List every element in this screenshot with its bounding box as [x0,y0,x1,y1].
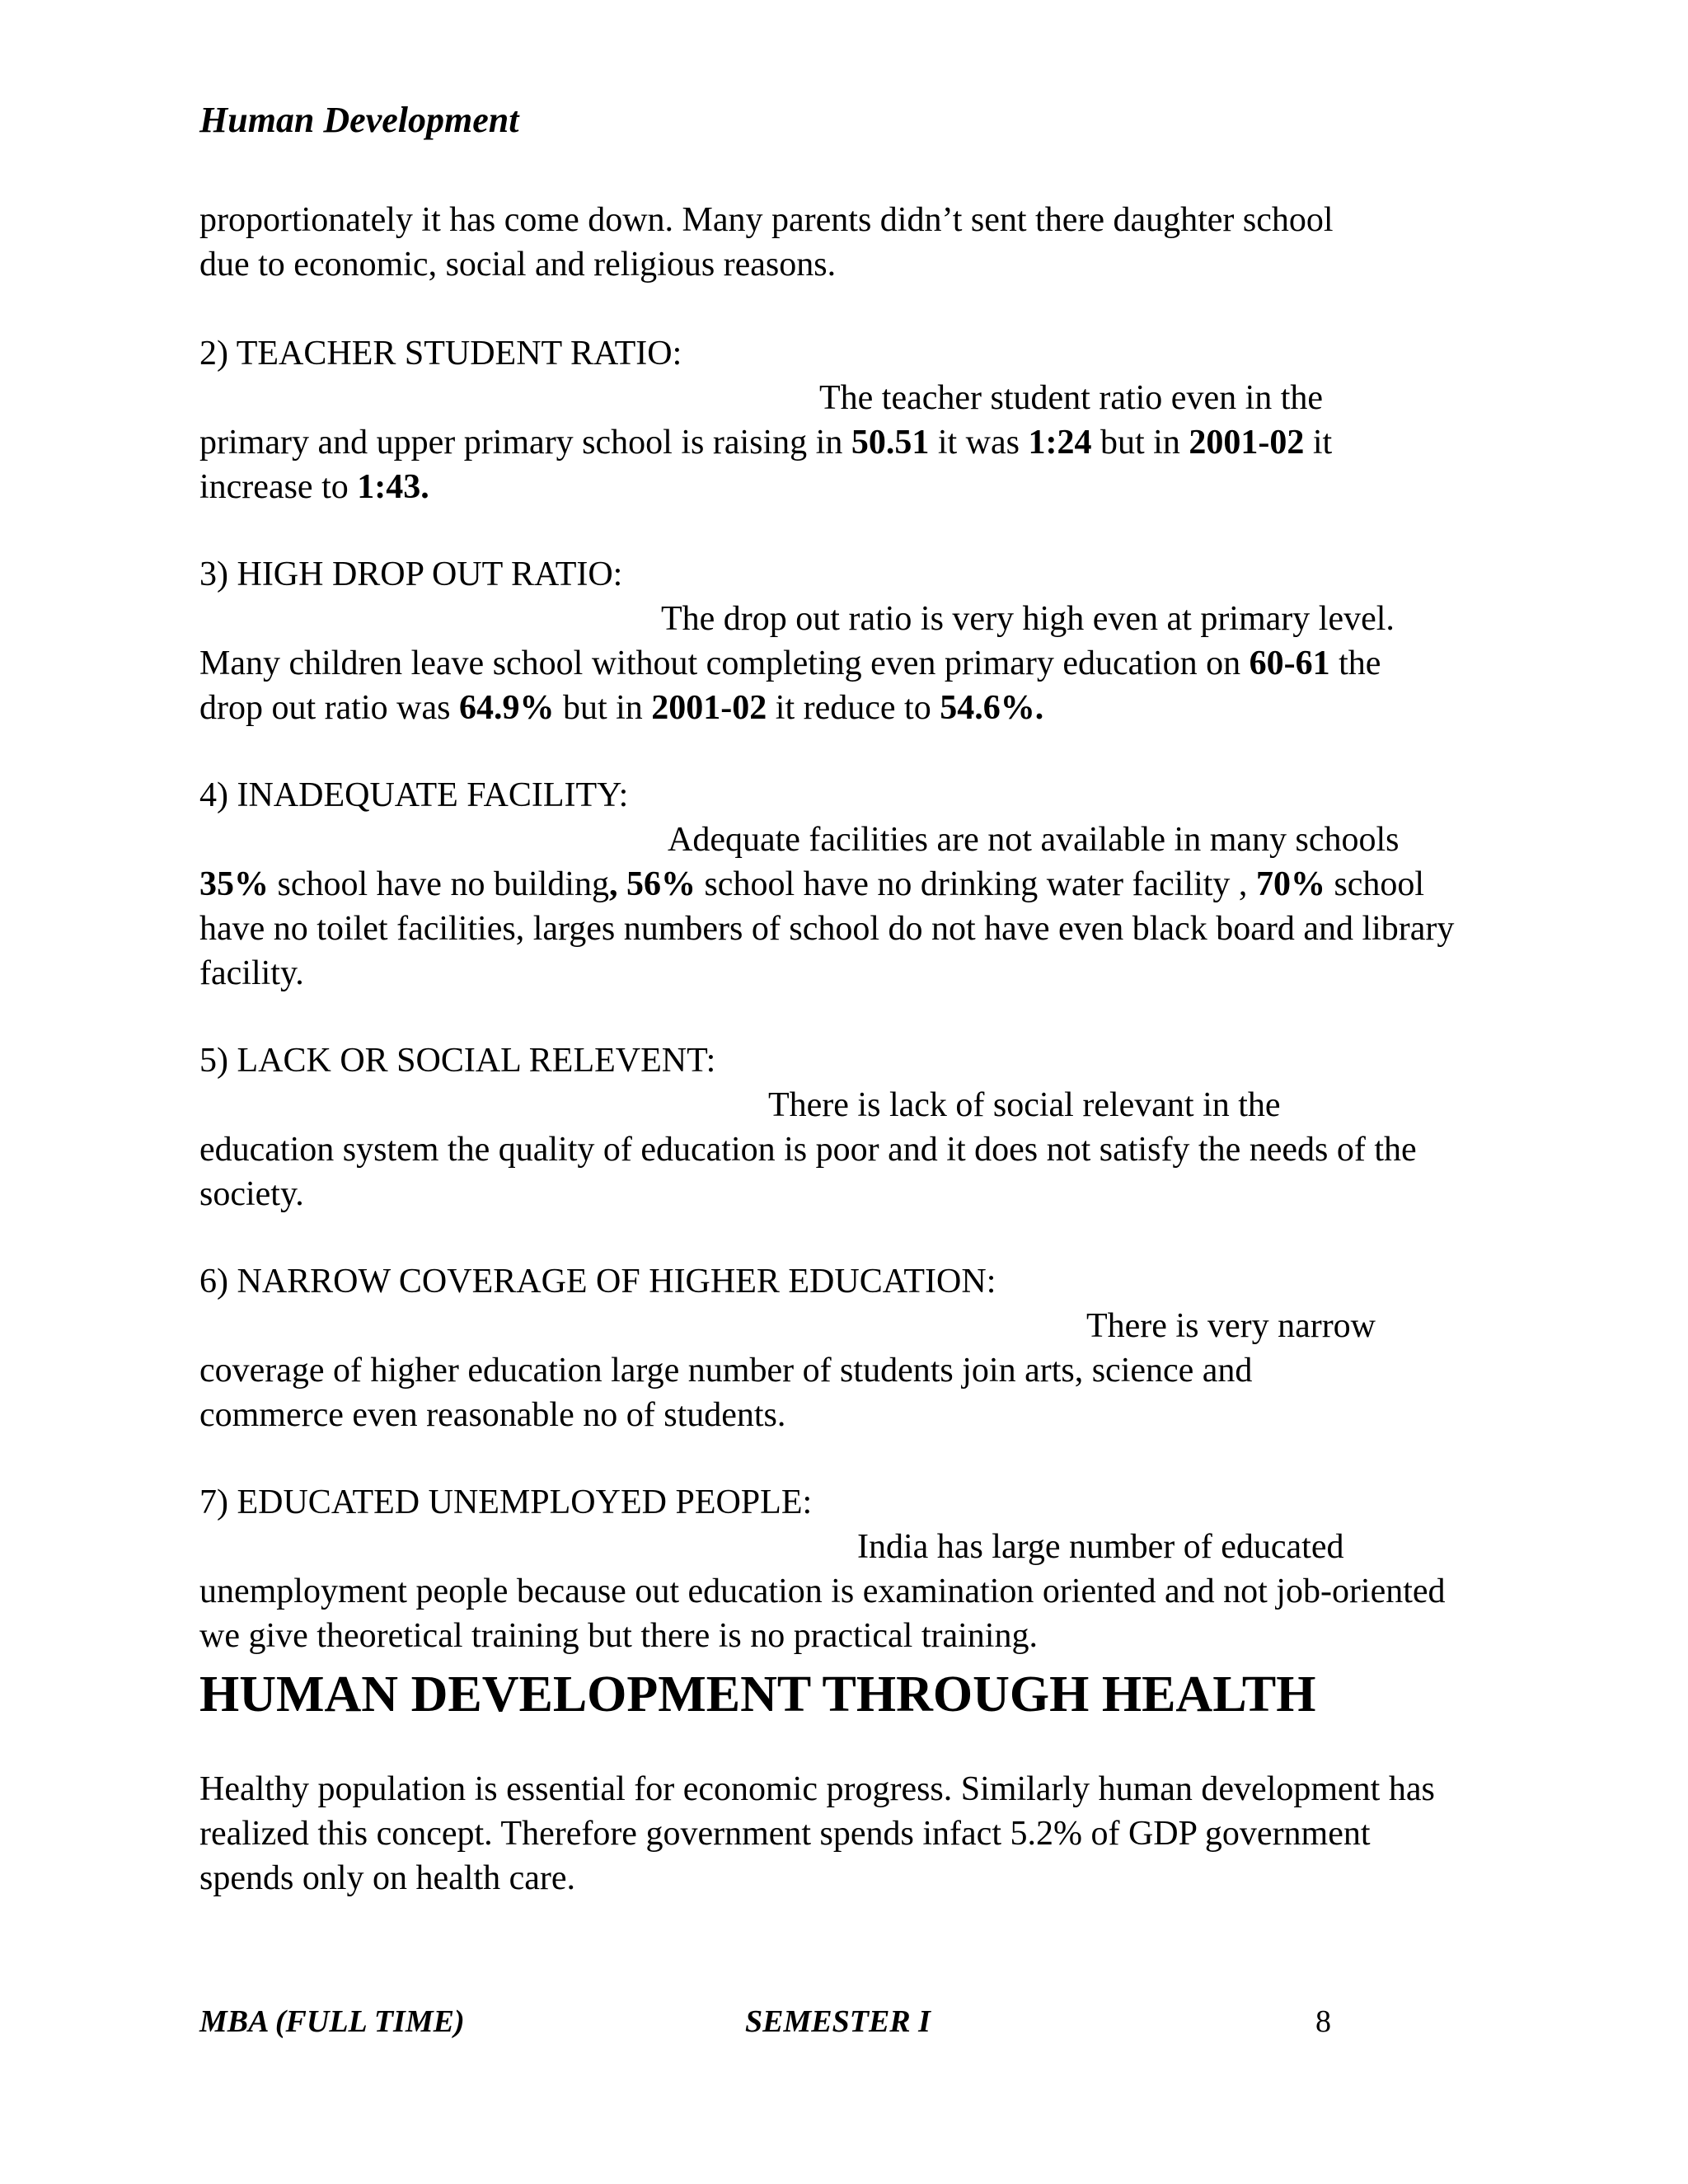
section-heading: 5) LACK OR SOCIAL RELEVENT: [199,1042,716,1080]
section-lack-of-social-relevant [199,1038,1493,1216]
section-narrow-coverage-higher-education [199,1259,1493,1437]
bold-value: 64.9% [458,689,555,727]
intro-paragraph [199,198,1493,287]
section-text: primary and upper primary school is raising in 50.51 it was 1:24 but in 2001-02 it increase to 1:43. [199,424,1333,506]
section-heading: 4) INADEQUATE FACILITY: [199,776,629,814]
section-text: unemployment people because out education is examination oriented and not job-oriented we give theoretical training but there is no practical training. [199,1572,1446,1655]
footer-program: MBA (FULL TIME) [199,2004,465,2039]
section-heading: 2) TEACHER STUDENT RATIO: [199,335,682,373]
section-lead: There is very narrow [1086,1307,1376,1345]
intro-line-1: proportionately it has come down. Many parents didn’t sent there daughter school [199,201,1334,239]
section-teacher-student-ratio [199,331,1493,509]
section-text: coverage of higher education large number of students join arts, science and commerce even reasonable no of students. [199,1352,1253,1434]
bold-value: 70% [1255,865,1325,903]
bold-value: 2001-02 [651,689,767,727]
section-lead: There is lack of social relevant in the [768,1086,1281,1124]
page-number: 8 [1315,2004,1331,2039]
section-educated-unemployed-people [199,1480,1493,1658]
intro-line-2: due to economic, social and religious reasons. [199,246,837,284]
section-text: 35% school have no building, 56% school have no drinking water facility , 70% school have no toilet facilities, larges numbers of school do not have even black board and library facility. [199,865,1455,992]
bold-value: 2001-02 [1189,424,1305,462]
section-lead: The drop out ratio is very high even at primary level. [661,600,1395,638]
bold-value: 1:43. [357,468,429,506]
section-inadequate-facility [199,773,1493,996]
bold-value: 35% [199,865,269,903]
bold-value: 1:24 [1028,424,1092,462]
section-lead: The teacher student ratio even in the [819,379,1324,417]
bold-value: , 56% [608,865,696,903]
section-lead: India has large number of educated [857,1528,1344,1566]
section-lead: Adequate facilities are not available in many schools [668,821,1400,859]
health-paragraph [199,1767,1493,1900]
bold-value: 54.6%. [940,689,1044,727]
health-heading: HUMAN DEVELOPMENT THROUGH HEALTH [199,1666,1316,1722]
health-text: Healthy population is essential for economic progress. Similarly human development has realized this concept. Therefore government spends infact 5.2% of GDP government spends only on health care. [199,1770,1435,1897]
section-heading: 7) EDUCATED UNEMPLOYED PEOPLE: [199,1483,813,1521]
section-text: education system the quality of education is poor and it does not satisfy the needs of the society. [199,1131,1417,1213]
section-text: Many children leave school without completing even primary education on 60-61 the drop out ratio was 64.9% but in 2001-02 it reduce to 54.6%. [199,644,1381,727]
bold-value: 50.51 [851,424,930,462]
running-title: Human Development [199,100,519,140]
bold-value: 60-61 [1249,644,1330,682]
section-heading: 6) NARROW COVERAGE OF HIGHER EDUCATION: [199,1263,996,1301]
footer-semester: SEMESTER I [745,2004,931,2039]
section-high-drop-out-ratio [199,552,1493,730]
section-heading: 3) HIGH DROP OUT RATIO: [199,555,623,593]
